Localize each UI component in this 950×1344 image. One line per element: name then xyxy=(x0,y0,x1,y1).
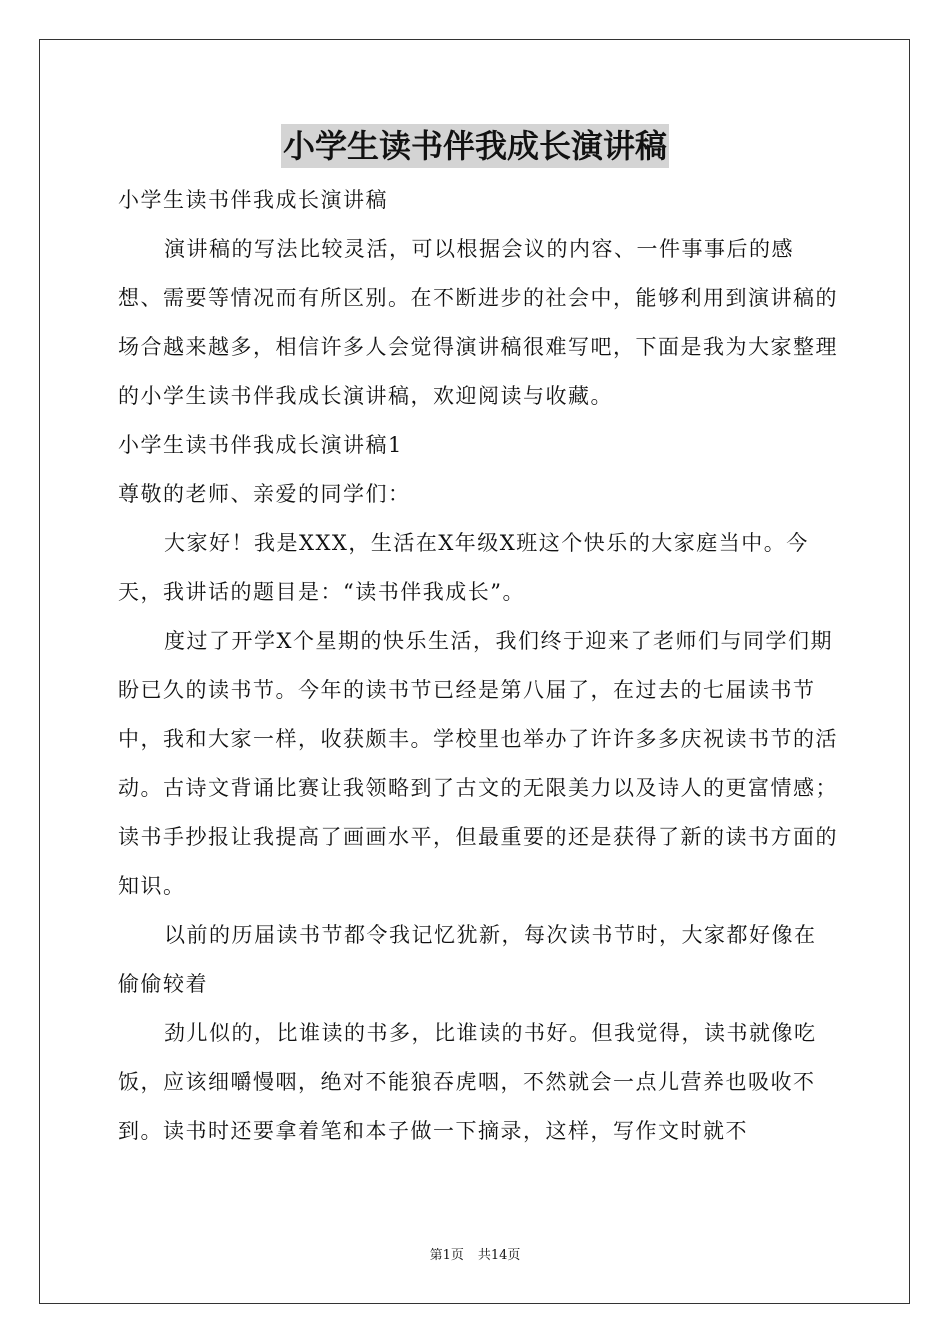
paragraph-greeting: 大家好！我是XXX，生活在X年级X班这个快乐的大家庭当中。今天，我讲话的题目是：“读书伴我成长”。 xyxy=(118,531,809,604)
title-container xyxy=(0,124,950,168)
document-body xyxy=(118,176,838,1156)
page-footer xyxy=(0,1247,950,1265)
document-title: 小学生读书伴我成长演讲稿 xyxy=(281,124,669,168)
page-number: 第1页 xyxy=(429,1248,464,1263)
paragraph-salutation: 尊敬的老师、亲爱的同学们： xyxy=(118,482,411,506)
paragraph-past-festivals: 以前的历届读书节都令我记忆犹新，每次读书节时，大家都好像在偷偷较着 xyxy=(118,923,817,996)
paragraph-intro: 演讲稿的写法比较灵活，可以根据会议的内容、一件事事后的感想、需要等情况而有所区别。在不断进步的社会中，能够利用到演讲稿的场合越来越多，相信许多人会觉得演讲稿很难写吧，下面是我为大家整理的小学生读书伴我成长演讲稿，欢迎阅读与收藏。 xyxy=(118,237,838,408)
paragraph-section-heading: 小学生读书伴我成长演讲稿1 xyxy=(118,433,403,457)
page-total: 共14页 xyxy=(477,1248,521,1263)
paragraph-reading-festival: 度过了开学X个星期的快乐生活，我们终于迎来了老师们与同学们期盼已久的读书节。今年的读书节已经是第八届了，在过去的七届读书节中，我和大家一样，收获颇丰。学校里也举办了许许多多庆祝读书节的活动。古诗文背诵比赛让我领略到了古文的无限美力以及诗人的更富情感；读书手抄报让我提高了画画水平，但最重要的还是获得了新的读书方面的知识。 xyxy=(118,629,838,898)
paragraph-subtitle: 小学生读书伴我成长演讲稿 xyxy=(118,188,388,212)
paragraph-reading-habits: 劲儿似的，比谁读的书多，比谁读的书好。但我觉得，读书就像吃饭，应该细嚼慢咽，绝对不能狼吞虎咽，不然就会一点儿营养也吸收不到。读书时还要拿着笔和本子做一下摘录，这样，写作文时就不 xyxy=(118,1021,817,1143)
